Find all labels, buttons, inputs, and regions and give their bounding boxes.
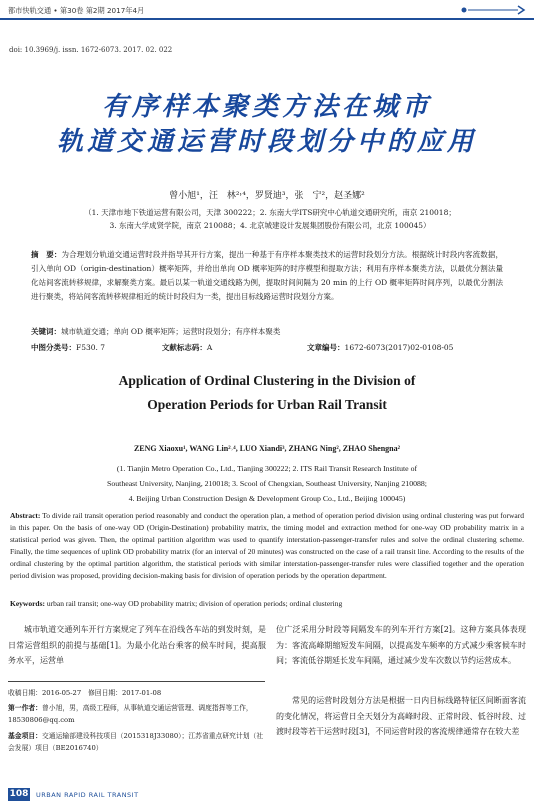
en-affiliation-line2: Southeast University, Nanjing, 210018; 3. Scool of Chengxian, Southeast University, Nanjing 210088; (107, 479, 427, 488)
en-affiliation-line3: 4. Beijing Urban Construction Design & Development Group Co., Ltd., Beijing 100045) (128, 494, 406, 503)
en-abstract (10, 510, 524, 582)
cn-title-line2: 轨道交通运营时段划分中的应用 (56, 127, 477, 157)
first-author-label: 第一作者： (8, 704, 42, 712)
fund-note (8, 730, 266, 754)
en-title-line1: Application of Ordinal Clustering in the Division of (118, 373, 416, 388)
cn-title-line1: 有序样本聚类方法在城市 (101, 92, 432, 122)
cn-keywords-text: 城市轨道交通；单向 OD 概率矩阵；运营时段划分；有序样本聚类 (61, 327, 281, 336)
body-right-paragraph2: 常见的运营时段划分方法是根据一日内目标线路特征区间断面客流的变化情况，将运营日全天划分为高峰时段、正常时段、低谷时段、过渡时段等若干运营时段[3]，不同运营时段的客流规律通常存在较大差 (276, 696, 526, 736)
footer-journal-label: URBAN RAPID RAIL TRANSIT (36, 791, 139, 799)
page-number: 108 (9, 789, 29, 799)
en-keywords-label: Keywords: (10, 599, 45, 608)
header-rule (0, 18, 534, 20)
first-author-text: 曾小旭，男，高级工程师，从事轨道交通运营管理、调度指挥等工作，18530806@qq.com (8, 704, 253, 724)
cn-doccode-label: 文献标志码： (161, 343, 207, 352)
journal-header: 都市快轨交通 • 第30卷 第2期 2017年4月 (8, 6, 145, 15)
body-right-paragraph1: 位广泛采用分时段等间隔发车的列车开行方案[2]。这种方案具体表现为：客流高峰期缩短发车间隔，以提高发车频率的方式减少乘客候车时间；客流低谷期延长发车间隔，通过减少发车次数以节约运营成本。 (276, 625, 526, 665)
cn-affiliation-line1: （1. 天津市地下铁道运营有限公司，天津 300222；2. 东南大学ITS研究中心轨道交通研究所，南京 210018； (84, 208, 456, 217)
en-abstract-text: To divide rail transit operation period reasonably and conduct the operation plan, a method of operation period division using ordinal clustering was put forward in this paper. On the basis of one-way OD (Origin-Destination) probability matrix, the timing model and extraction method for one-way OD probability matrix in a statistical period was given. Then, the optimal partition algorithm was used to quantify interstation-passenger-transfer rules and solve the ordinal clustering scheme. Finally, the time sequences of uplink OD probability matrix (for an interval of 20 minutes) was constructed on the case of a rail transit line. According to the results of the ordinal clustering by the optimal partition algorithm, the statistical periods with similar interstation-passenger-transfer rules were classified together and the operation period division was proposed, providing decision-making basis for division of operation periods by the operation department. (10, 511, 524, 580)
cn-keywords-label: 关键词： (31, 327, 61, 336)
cn-abstract-text: 为合理划分轨道交通运营时段并指导其开行方案，提出一种基于有序样本聚类技术的运营时段划分方法。根据统计时段内客流数据，引入单向 OD（origin-destination）概率矩阵，并给出单向 OD 概率矩阵的时序模型和提取方法；利用有序样本聚类方法，以最优分割法量化站间客流转移规律，求解聚类方案。最后以某一轨道交通线路为例，提取时间间隔为 20 min 的上行 OD 概率矩阵时间序列，以最优分割法进行聚类，将站间客流转移规律相近的统计时段归为一类，提出目标线路运营时段划分方案。 (31, 250, 504, 301)
doi: doi: 10.3969/j. issn. 1672-6073. 2017. 02. 022 (9, 46, 173, 54)
footnote-rule (8, 681, 265, 682)
cn-affiliation-line2: 3. 东南大学成贤学院，南京 210088；4. 北京城建设计发展集团股份有限公司，北京 100045） (109, 221, 431, 230)
cn-abstract-label: 摘 要： (31, 250, 62, 259)
received-date: 收稿日期：2016-05-27 修回日期：2017-01-08 (8, 689, 162, 697)
cn-class-label: 中图分类号： (31, 343, 76, 352)
cn-abstract (31, 248, 503, 304)
en-keywords (10, 598, 524, 610)
en-abstract-label: Abstract: (10, 511, 41, 520)
cn-article-value: 1672-6073(2017)02-0108-05 (344, 343, 454, 352)
header-decoration-icon (458, 4, 528, 17)
cn-doccode-value: A (206, 343, 213, 352)
cn-article-label: 文章编号： (307, 343, 345, 352)
cn-classification (31, 341, 503, 355)
fund-text: 交通运输部建设科技项目（2015318J33080）；江苏省重点研究计划（社会发展）项目（BE2016740） (8, 732, 264, 752)
en-affiliation-line1: (1. Tianjin Metro Operation Co., Ltd., Tianjing 300222; 2. ITS Rail Transit Research Institute of (116, 464, 418, 473)
en-authors: ZENG Xiaoxu¹, WANG Lin²˒⁴, LUO Xiandi³, ZHANG Ning², ZHAO Shengna² (133, 444, 401, 453)
en-title-line2: Operation Periods for Urban Rail Transit (147, 397, 387, 412)
body-left-paragraph: 城市轨道交通列车开行方案规定了列车在沿线各车站的到发时刻，是日常运营组织的前提与基础[1]。为最小化站台乘客的候车时间，提高服务水平，运营单 (8, 625, 266, 665)
cn-class-value: F530. 7 (76, 343, 106, 352)
cn-authors: 曾小旭¹，汪 林²˒⁴，罗贤迪³，张 宁²，赵圣娜² (169, 191, 365, 201)
en-keywords-text: urban rail transit; one-way OD probability matrix; division of operation periods; ordinal clustering (46, 599, 343, 608)
first-author-note (8, 702, 266, 726)
cn-keywords (31, 325, 503, 339)
fund-label: 基金项目： (8, 732, 42, 740)
